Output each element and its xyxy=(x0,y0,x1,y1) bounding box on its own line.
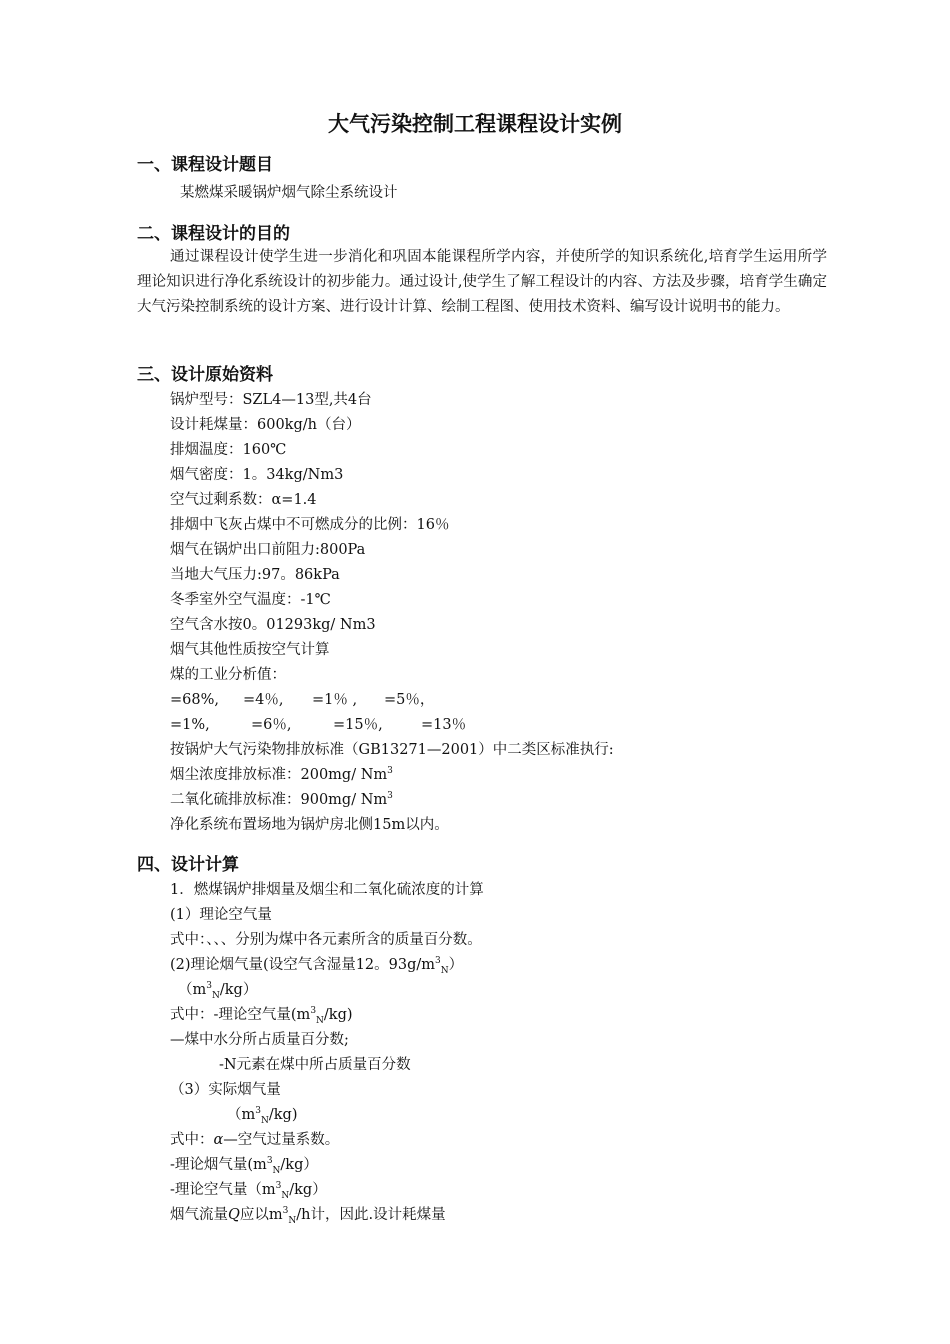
calc-item-1: 1．燃煤锅炉排烟量及烟尘和二氧化硫浓度的计算 xyxy=(170,882,484,898)
list-item: 空气含水按0。01293kg/ Nm3 xyxy=(170,617,376,633)
analysis-value: =1%, xyxy=(170,717,210,733)
analysis-value: =5％， xyxy=(384,692,435,708)
so2-standard: 二氧化硫排放标准：900mg/ Nm$^3$ xyxy=(170,791,393,808)
analysis-value: =15％, xyxy=(333,717,383,733)
analysis-value: =68%, xyxy=(170,692,219,708)
list-item: 空气过剩系数：α=1.4 xyxy=(170,492,317,508)
section-heading-2: 二、课程设计的目的 xyxy=(137,224,290,244)
calc-note: 式中：、、、分别为煤中各元素所含的质量百分数。 xyxy=(170,932,482,948)
list-item: 锅炉型号：SZL4—13型,共4台 xyxy=(170,392,372,408)
list-item: 排烟中飞灰占煤中不可燃成分的比例：16％ xyxy=(170,517,450,533)
list-item: 煤的工业分析值： xyxy=(170,667,286,683)
analysis-value: =6％, xyxy=(251,717,292,733)
calc-note: 烟气流量Q应以$m^3_N/h$计，因此.设计耗煤量 xyxy=(170,1206,446,1226)
list-item: 排烟温度：160℃ xyxy=(170,442,287,458)
analysis-value: =4％, xyxy=(243,692,284,708)
unit-label: $(m^3_N/kg)$ xyxy=(227,1106,298,1126)
calc-note: -理论空气量$(m^3_N/kg)$ xyxy=(170,1181,327,1201)
section-heading-3: 三、设计原始资料 xyxy=(137,365,273,385)
emission-standard: 按锅炉大气污染物排放标准（GB13271—2001）中二类区标准执行: xyxy=(170,742,614,758)
design-topic: 某燃煤采暖锅炉烟气除尘系统设计 xyxy=(180,185,398,201)
list-item: 冬季室外空气温度：-1℃ xyxy=(170,592,331,608)
dust-standard: 烟尘浓度排放标准：200mg/ Nm$^3$ xyxy=(170,766,393,783)
list-item: 烟气其他性质按空气计算 xyxy=(170,642,330,658)
section-heading-1: 一、课程设计题目 xyxy=(137,155,273,175)
calc-note: -理论烟气量$(m^3_N/kg)$ xyxy=(170,1156,318,1176)
calc-subitem-3: （3）实际烟气量 xyxy=(170,1082,281,1098)
site-location: 净化系统布置场地为锅炉房北侧15m以内。 xyxy=(170,817,449,833)
list-item: 当地大气压力:97。86kPa xyxy=(170,567,340,583)
calc-note: 式中：α—空气过量系数。 xyxy=(170,1132,340,1148)
calc-subitem-2: (2)理论烟气量(设空气含湿量12。$93g/m^3_N$） xyxy=(170,956,464,976)
purpose-paragraph: 通过课程设计使学生进一步消化和巩固本能课程所学内容，并使所学的知识系统化,培育学生运用所学理论知识进行净化系统设计的初步能力。通过设计,使学生了解工程设计的内容、方法及步骤，培育学生确定大气污染控制系统的设计方案、进行设计计算、绘制工程图、使用技术资料、编写设计说明书的能力。 xyxy=(137,249,827,315)
analysis-value: =13％ xyxy=(421,717,467,733)
calc-note: 式中：-理论空气量$(m^3_N/kg)$ xyxy=(170,1006,353,1026)
calc-note: -N元素在煤中所占质量百分数 xyxy=(219,1057,411,1073)
section-heading-4: 四、设计计算 xyxy=(137,855,239,875)
calc-note: —煤中水分所占质量百分数; xyxy=(170,1032,349,1048)
list-item: 设计耗煤量：600kg/h（台） xyxy=(170,417,361,433)
list-item: 烟气在锅炉出口前阻力:800Pa xyxy=(170,542,366,558)
calc-subitem-1: (1）理论空气量 xyxy=(170,907,272,923)
list-item: 烟气密度：1。34kg/Nm3 xyxy=(170,467,344,483)
analysis-value: =1％ , xyxy=(312,692,358,708)
unit-label: $(m^3_N/kg)$ xyxy=(178,981,258,1001)
page-title: 大气污染控制工程课程设计实例 xyxy=(328,112,622,136)
